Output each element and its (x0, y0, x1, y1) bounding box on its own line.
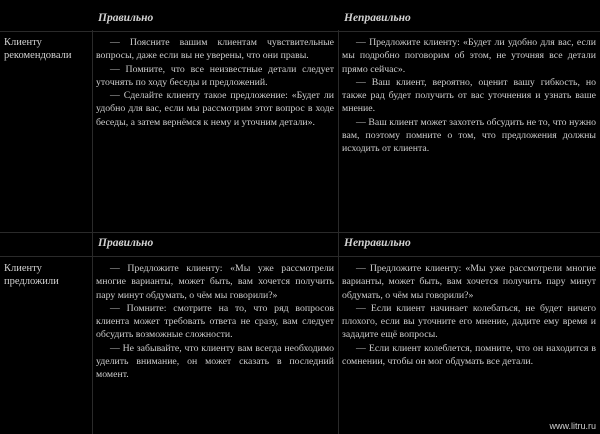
section-divider (0, 232, 600, 233)
cell-paragraph: — Помните: смотрите на то, что ряд вопросов клиента может требовать ответа не сразу, вам следует обсудить возможные сложности. (96, 302, 334, 342)
row-label: Клиенту рекомендовали (4, 37, 72, 61)
column-header-correct: Правильно (98, 237, 154, 249)
cell-paragraph: — Ваш клиент, вероятно, оценит вашу гибкость, но также рад будет получить от вас уточнения и узнать ваше мнение. (342, 76, 596, 116)
table-cell-incorrect (342, 262, 596, 420)
site-watermark: www.litru.ru (549, 421, 596, 431)
table-cell-correct (96, 262, 334, 432)
cell-paragraph: — Предложите клиенту: «Мы уже рассмотрели многие варианты, может быть, вам хочется получить пару минут обдумать, о чём мы говорили?» (342, 262, 596, 302)
header-divider-top (0, 31, 600, 32)
cell-paragraph: — Предложите клиенту: «Мы уже рассмотрели многие варианты, может быть, вам хочется получить пару минут обдумать, о чём мы говорили?» (96, 262, 334, 302)
cell-paragraph: — Сделайте клиенту такое предложение: «Будет ли удобно для вас, если мы рассмотрим этот вопрос в ходе беседы, а затем вернёмся к нему и уточним детали». (96, 89, 334, 129)
column-header-incorrect: Неправильно (344, 237, 411, 249)
column-header-incorrect: Неправильно (344, 12, 411, 24)
cell-paragraph: — Ваш клиент может захотеть обсудить не то, что нужно вам, поэтому помните о том, что предложения должны исходить от клиента. (342, 116, 596, 156)
cell-paragraph: — Поясните вашим клиентам чувствительные вопросы, даже если вы не уверены, что они правы. (96, 36, 334, 63)
row-label: Клиенту предложили (4, 263, 59, 287)
cell-paragraph: — Если клиент колеблется, помните, что он находится в сомнении, чтобы он мог обдумать все детали. (342, 342, 596, 369)
cell-paragraph: — Если клиент начинает колебаться, не будет ничего плохого, если вы уточните его мнение, дадите ему время и зададите ещё вопросы. (342, 302, 596, 342)
cell-paragraph: — Предложите клиенту: «Будет ли удобно для вас, если мы подробно поговорим об этом, не уточняя все детали прямо сейчас». (342, 36, 596, 76)
header-divider-bottom (0, 256, 600, 257)
column-header-correct: Правильно (98, 12, 154, 24)
cell-paragraph: — Не забывайте, что клиенту вам всегда необходимо уделить внимание, он может сказать в последний момент. (96, 342, 334, 382)
cell-paragraph: — Помните, что все неизвестные детали следует уточнять по ходу беседы и предложений. (96, 63, 334, 90)
table-cell-correct (96, 36, 334, 230)
table-cell-incorrect (342, 36, 596, 230)
